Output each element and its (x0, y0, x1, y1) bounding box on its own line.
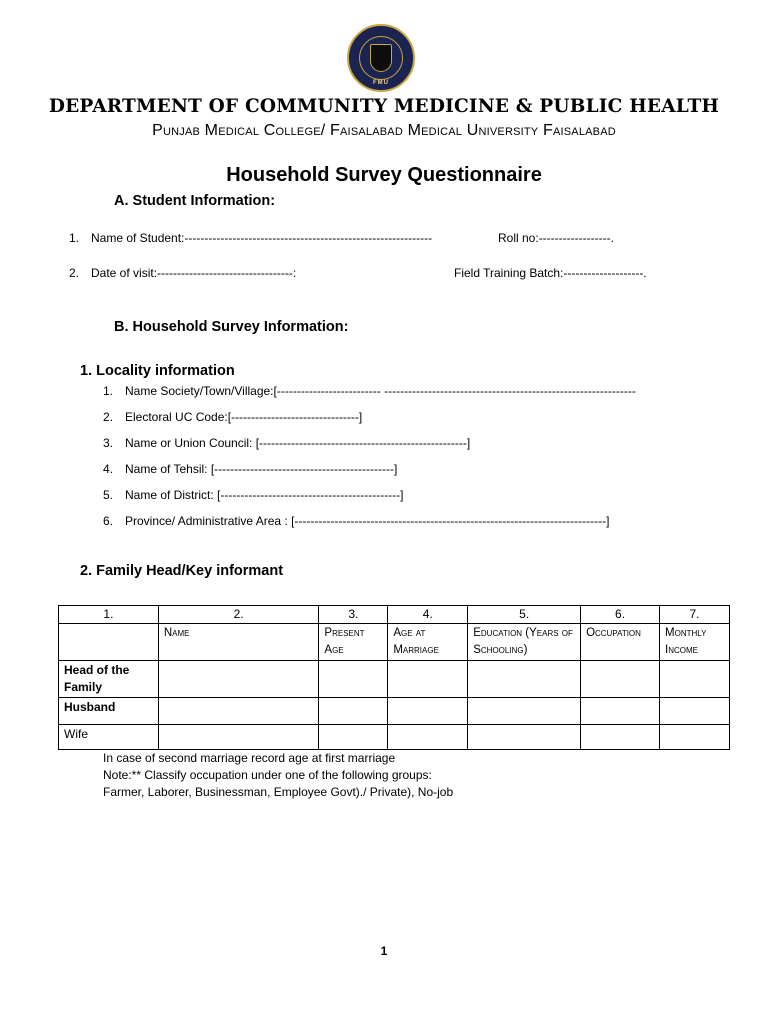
roll-no-field[interactable]: Roll no:------------------. (498, 231, 614, 245)
table-cell[interactable] (468, 698, 581, 725)
row-label-husband: Husband (59, 698, 159, 725)
column-number: 6. (581, 606, 660, 624)
column-number: 4. (388, 606, 468, 624)
column-header-occupation: Occupation (581, 624, 660, 661)
field-number: 1. (69, 231, 80, 245)
table-cell[interactable] (319, 698, 388, 725)
table-cell[interactable] (388, 698, 468, 725)
locality-item-number: 3. (103, 436, 114, 450)
table-cell[interactable] (388, 725, 468, 750)
note-occupation-list: Farmer, Laborer, Businessman, Employee Govt)./ Private), No-job (103, 785, 454, 799)
column-header-education: Education (Years of Schooling) (468, 624, 581, 661)
column-header-name: Name (158, 624, 319, 661)
locality-item-number: 1. (103, 384, 114, 398)
district-field[interactable]: Name of District: [---------------------------------------------] (125, 488, 404, 502)
column-header-age-at-marriage: Age at Marriage (388, 624, 468, 661)
family-table (58, 605, 730, 750)
column-header-row (59, 624, 730, 661)
column-number: 3. (319, 606, 388, 624)
table-cell[interactable] (660, 661, 730, 698)
row-label-wife: Wife (59, 725, 159, 750)
column-header (59, 624, 159, 661)
table-cell[interactable] (158, 725, 319, 750)
column-number: 7. (660, 606, 730, 624)
row-label-head-of-family: Head of the Family (59, 661, 159, 698)
table-cell[interactable] (660, 725, 730, 750)
table-cell[interactable] (319, 725, 388, 750)
section-b-heading: B. Household Survey Information: (114, 319, 349, 335)
union-council-field[interactable]: Name or Union Council: [----------------------------------------------------] (125, 436, 471, 450)
shield-icon (370, 44, 392, 72)
column-number-row (59, 606, 730, 624)
page-number: 1 (380, 944, 388, 958)
column-number: 1. (59, 606, 159, 624)
province-field[interactable]: Province/ Administrative Area : [------------------------------------------------------------------------------] (125, 514, 610, 528)
locality-item-number: 4. (103, 462, 114, 476)
university-logo (347, 24, 415, 92)
table-cell[interactable] (319, 661, 388, 698)
table-row (59, 661, 730, 698)
table-cell[interactable] (468, 661, 581, 698)
column-header-monthly-income: Monthly Income (660, 624, 730, 661)
table-cell[interactable] (158, 698, 319, 725)
table-cell[interactable] (660, 698, 730, 725)
table-cell[interactable] (581, 698, 660, 725)
locality-item-number: 5. (103, 488, 114, 502)
locality-heading: 1. Locality information (80, 363, 235, 379)
column-number: 5. (468, 606, 581, 624)
column-number: 2. (158, 606, 319, 624)
questionnaire-title: Household Survey Questionnaire (226, 164, 542, 186)
table-row (59, 698, 730, 725)
family-heading: 2. Family Head/Key informant (80, 563, 284, 579)
field-number: 2. (69, 266, 80, 280)
locality-item-number: 2. (103, 410, 114, 424)
locality-item-number: 6. (103, 514, 114, 528)
field-training-batch-field[interactable]: Field Training Batch:--------------------. (454, 266, 647, 280)
column-header-present-age: Present Age (319, 624, 388, 661)
table-cell[interactable] (158, 661, 319, 698)
tehsil-field[interactable]: Name of Tehsil: [---------------------------------------------] (125, 462, 398, 476)
table-row (59, 725, 730, 750)
table-cell[interactable] (468, 725, 581, 750)
table-cell[interactable] (581, 661, 660, 698)
table-cell[interactable] (388, 661, 468, 698)
table-cell[interactable] (581, 725, 660, 750)
logo-text: FMU (373, 80, 389, 86)
section-a-heading: A. Student Information: (114, 193, 276, 209)
college-title: Punjab Medical College/ Faisalabad Medical University Faisalabad (152, 122, 616, 139)
note-occupation-groups: Note:** Classify occupation under one of the following groups: (103, 768, 432, 782)
note-second-marriage: In case of second marriage record age at first marriage (103, 751, 396, 765)
electoral-uc-code-field[interactable]: Electoral UC Code:[--------------------------------] (125, 410, 363, 424)
department-title: DEPARTMENT OF COMMUNITY MEDICINE & PUBLIC HEALTH (48, 96, 720, 117)
student-name-field[interactable]: Name of Student:-------------------------------------------------------------- (91, 231, 433, 245)
society-town-village-field[interactable]: Name Society/Town/Village:[-------------------------- --------------------------------------------------------------- (125, 384, 636, 398)
date-of-visit-field[interactable]: Date of visit:----------------------------------: (91, 266, 297, 280)
